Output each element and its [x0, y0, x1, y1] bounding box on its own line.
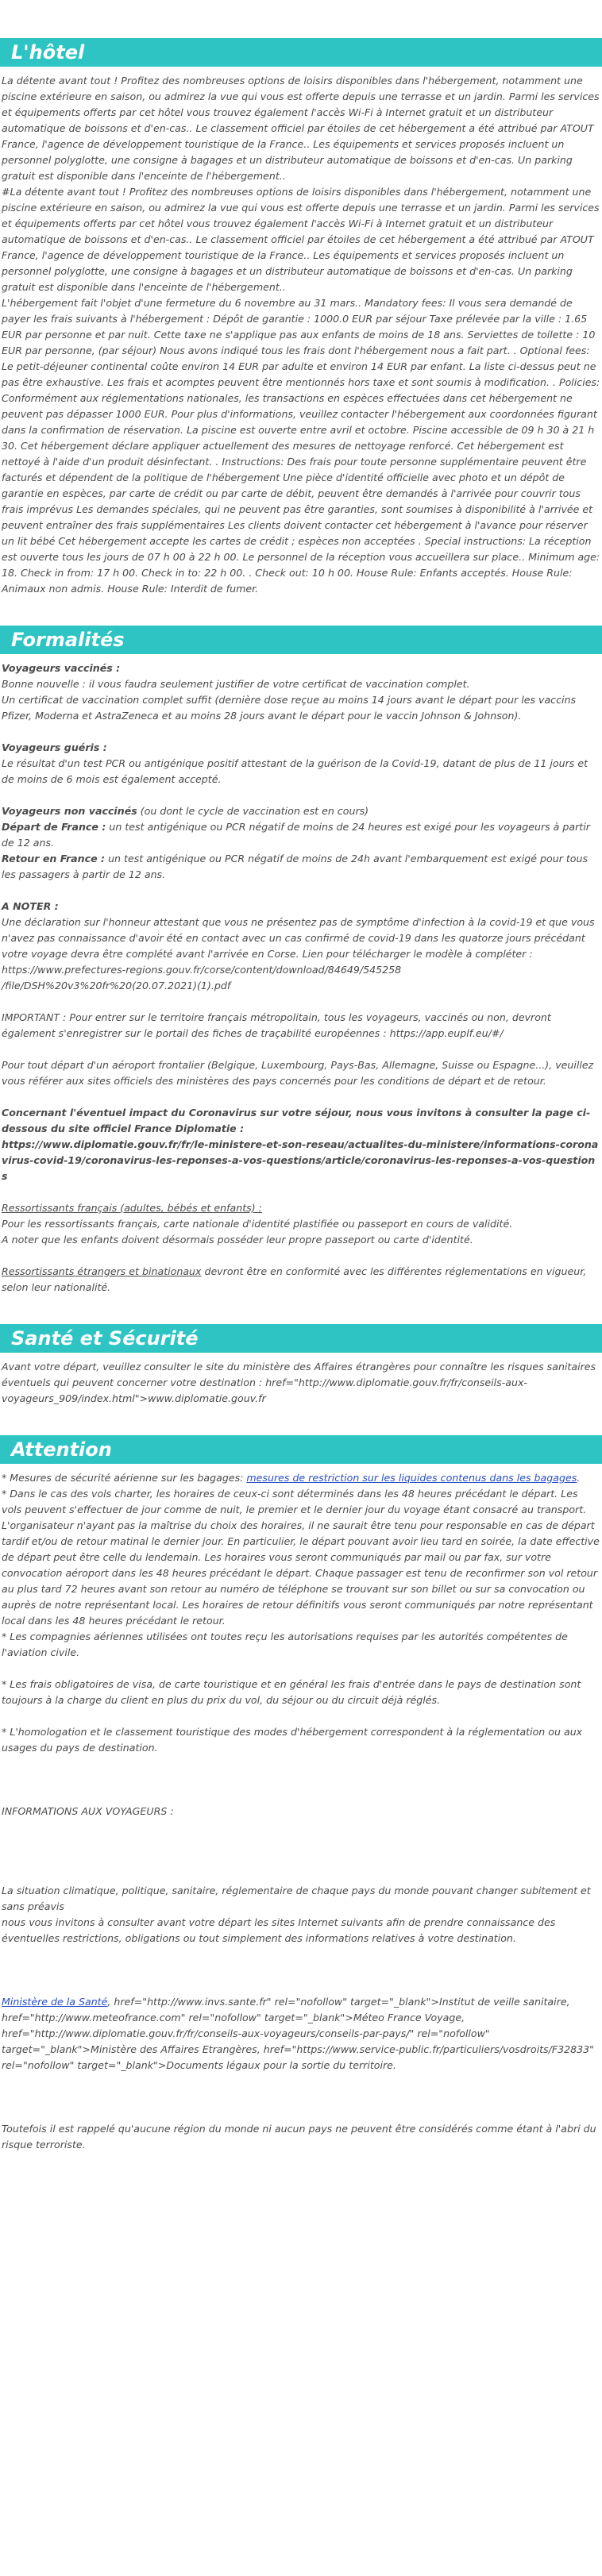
situation-line-2: nous vous invitons à consulter avant votre départ les sites Internet suivants afin de prendre connaissance des éventuelles restrictions, obligations ou tout simplement des informations relatives à votre destination. [2, 1916, 556, 1944]
hotel-description-2: #La détente avant tout ! Profitez des nombreuses options de loisirs disponibles dans l'hébergement, notamment une piscine extérieure en saison, ou admirez la vue qui vous est offerte depuis une terrasse et un jardin. Parmi les services et équipements offerts par cet hôtel vous trouvez également l'accès Wi-Fi à Internet gratuit et un distributeur automatique de boissons et d'en-cas.. Le classement officiel par étoiles de cet hébergement a été attribué par ATOUT France, l'agence de développement touristique de la France.. Les équipements et services proposés incluent un personnel polyglotte, une consigne à bagages et un distributeur automatique de boissons et d'en-cas. Un parking gratuit est disponible dans l'enceinte de l'hébergement.. [2, 186, 600, 293]
border-airport-text: Pour tout départ d'un aéroport frontalier (Belgique, Luxembourg, Pays-Bas, Allemagne, Suisse ou Espagne...), veuillez vous référer aux sites officiels des ministères des pays concernés pour les conditions de départ et de retour. [2, 1059, 594, 1087]
coronavirus-impact-text: Concernant l'éventuel impact du Coronavirus sur votre séjour, nous vous invitons à consulter la page ci-dessous du site officiel France Diplomatie : [2, 1107, 591, 1134]
hotel-description-1: La détente avant tout ! Profitez des nombreuses options de loisirs disponibles dans l'hébergement, notamment une piscine extérieure en saison, ou admirez la vue qui vous est offerte depuis une terrasse et un jardin. Parmi les services et équipements offerts par cet hôtel vous trouvez également l'accès Wi-Fi à Internet gratuit et un distributeur automatique de boissons et d'en-cas.. Le classement officiel par étoiles de cet hébergement a été attribué par ATOUT France, l'agence de développement touristique de la France.. Les équipements et services proposés incluent un personnel polyglotte, une consigne à bagages et un distributeur automatique de boissons et d'en-cas. Un parking gratuit est disponible dans l'enceinte de l'hébergement.. [2, 75, 600, 182]
situation-line-1: La situation climatique, politique, sanitaire, réglementaire de chaque pays du monde pouvant changer subitement et sans préavis [2, 1885, 591, 1912]
sante-text: Avant votre départ, veuillez consulter le site du ministère des Affaires étrangères pour connaître les risques sanitaires éventuels qui peuvent concerner votre destination : href="http://www.diplomatie.gouv.fr/fr/conseils-aux-voyageurs_909/index.html">www.diplomatie.gouv.fr [2, 1361, 596, 1404]
formalites-title: Formalités [0, 626, 602, 654]
return-line [2, 851, 600, 883]
terrorism-notice: Toutefois il est rappelé qu'aucune région du monde ni aucun pays ne peuvent être considérés comme étant à l'abri du risque terroriste. [2, 2123, 596, 2151]
attention-section [0, 1435, 602, 2153]
departure-line [2, 819, 600, 851]
formalites-section [0, 626, 602, 1296]
hotel-section [0, 38, 602, 597]
french-nationals-heading: Ressortissants français (adultes, bébés et enfants) : [2, 1202, 262, 1214]
visa-fees-text: * Les frais obligatoires de visa, de carte touristique et en général les frais d'entrée dans le pays de destination sont toujours à la charge du client en plus du prix du vol, du séjour ou du circuit déjà réglés. [2, 1678, 581, 1706]
foreign-nationals-line [2, 1264, 600, 1296]
foreign-nationals-heading: Ressortissants étrangers et binationaux [2, 1265, 202, 1277]
unvaccinated-heading: Voyageurs non vaccinés [2, 805, 137, 817]
formalites-body [0, 654, 602, 1296]
liquids-restriction-link[interactable]: mesures de restriction sur les liquides contenus dans les bagages [246, 1472, 577, 1484]
baggage-prefix: * Mesures de sécurité aérienne sur les bagages: [2, 1472, 247, 1484]
classification-text: * L'homologation et le classement touristique des modes d'hébergement correspondent à la réglementation ou aux usages du pays de destination. [2, 1726, 583, 1754]
hotel-policies: L'hébergement fait l'objet d'une fermeture du 6 novembre au 31 mars.. Mandatory fees: Il vous sera demandé de payer les frais suivants à l'hébergement : Dépôt de garantie : 1000.0 EUR par séjour Taxe prélevée par la ville : 1.65 EUR par personne et par nuit. Cette taxe ne s'applique pas aux enfants de moins de 18 ans. Serviettes de toilette : 10 EUR par personne, (par séjour) Nous avons indiqué tous les frais dont l'hébergement nous a fait part. . Optional fees: Le petit-déjeuner continental coûte environ 14 EUR par adulte et environ 14 EUR par enfant. La liste ci-dessus peut ne pas être exhaustive. Les frais et acomptes peuvent être mentionnés hors taxe et sont soumis à modification. . Policies: Conformément aux réglementations nationales, les transactions en espèces effectuées dans cet hébergement ne peuvent pas dépasser 1000 EUR. Pour plus d'informations, veuillez contacter l'hébergement aux coordonnées figurant dans la confirmation de réservation. La piscine est ouverte entre avril et octobre. Piscine accessible de 09 h 30 à 21 h 30. Cet hébergement déclare appliquer actuellement des mesures de nettoyage renforcé. Cet hébergement est nettoyé à l'aide d'un produit désinfectant. . Instructions: Des frais pour toute personne supplémentaire peuvent être facturés et dépendent de la politique de l'hébergement Une pièce d'identité officielle avec photo et un dépôt de garantie en espèces, par carte de crédit ou par carte de débit, peuvent être demandés à l'arrivée pour couvrir tous frais imprévus Les demandes spéciales, qui ne peuvent pas être garanties, sont soumises à disponibilité à l'arrivée et peuvent entraîner des frais supplémentaires Les clients doivent contacter cet hébergement à l'avance pour réserver un lit bébé Cet hébergement accepte les cartes de crédit ; espèces non acceptées . Special instructions: La réception est ouverte tous les jours de 07 h 00 à 22 h 00. Le personnel de la réception vous accueillera sur place.. Minimum age: 18. Check in from: 17 h 00. Check in to: 22 h 00. . Check out: 10 h 00. House Rule: Enfants acceptés. House Rule: Animaux non admis. House Rule: Interdit de fumer. [2, 297, 600, 595]
baggage-suffix: . [577, 1472, 581, 1484]
sante-title: Santé et Sécurité [0, 1324, 602, 1353]
note-url-2[interactable]: /file/DSH%20v3%20fr%20(20.07.2021)(1).pdf [2, 980, 231, 992]
note-url-1[interactable]: https://www.prefectures-regions.gouv.fr/corse/content/download/84649/545258 [2, 964, 402, 976]
foreign-nationals-text: devront être en conformité avec les différentes réglementations en vigueur, selon leur nationalité. [2, 1265, 587, 1293]
attention-body [0, 1464, 602, 2153]
useful-links-line [2, 1994, 600, 2074]
vaccinated-line-1: Bonne nouvelle : il vous faudra seulement justifier de votre certificat de vaccination complet. [2, 678, 470, 690]
important-text: IMPORTANT : Pour entrer sur le territoire français métropolitain, tous les voyageurs, vaccinés ou non, devront également s'enregistrer sur le portail des fiches de traçabilité européennes : https://app.euplf.eu/#/ [2, 1011, 551, 1039]
recovered-heading: Voyageurs guéris : [2, 741, 107, 753]
sante-body [0, 1353, 602, 1407]
hotel-body [0, 67, 602, 597]
unvaccinated-note: (ou dont le cycle de vaccination est en cours) [137, 805, 369, 817]
page [0, 38, 602, 2153]
useful-links-text: , href="http://www.invs.sante.fr" rel="nofollow" target="_blank">Institut de veille sanitaire, href="http://www.meteofrance.com" rel="nofollow" target="_blank">Méteo France Voyage, href="http://www.diplomatie.gouv.fr/fr/conseils-aux-voyageurs/conseils-par-pays/" rel="nofollow" target="_blank">Ministère des Affaires Etrangères, href="https://www.service-public.fr/particuliers/vosdroits/F32833" rel="nofollow" target="_blank">Documents légaux pour la sortie du territoire. [2, 1996, 594, 2071]
french-nationals-line-1: Pour les ressortissants français, carte nationale d'identité plastifiée ou passeport en cours de validité. [2, 1218, 513, 1230]
vaccinated-heading: Voyageurs vaccinés : [2, 662, 121, 674]
ministere-sante-link[interactable]: Ministère de la Santé [2, 1996, 108, 2008]
baggage-line [2, 1470, 600, 1486]
departure-text: un test antigénique ou PCR négatif de moins de 24 heures est exigé pour les voyageurs à partir de 12 ans. [2, 821, 590, 849]
note-text: Une déclaration sur l'honneur attestant que vous ne présentez pas de symptôme d'infection à la covid-19 et que vous n'avez pas connaissance d'avoir été en contact avec un cas confirmé de covid-19 dans les quatorze jours précédant votre voyage devra être complété avant l'arrivée en Corse. Lien pour télécharger le modèle à compléter : [2, 916, 595, 960]
note-heading: A NOTER : [2, 900, 59, 912]
unvaccinated-line [2, 803, 600, 819]
sante-section [0, 1324, 602, 1407]
airlines-text: * Les compagnies aériennes utilisées ont toutes reçu les autorisations requises par les autorités compétentes de l'aviation civile. [2, 1631, 568, 1658]
traveler-info-heading: INFORMATIONS AUX VOYAGEURS : [2, 1805, 174, 1817]
return-heading: Retour en France : [2, 853, 106, 864]
hotel-title: L'hôtel [0, 38, 602, 67]
attention-title: Attention [0, 1435, 602, 1464]
charter-schedules-text: * Dans le cas des vols charter, les horaires de ceux-ci sont déterminés dans les 48 heures précédant le départ. Les vols peuvent s'effectuer de jour comme de nuit, le premier et le dernier jour du voyage étant consacré au transport. L'organisateur n'ayant pas la maîtrise du choix des horaires, il ne saurait être tenu pour responsable en cas de départ tardif et/ou de retour matinal le dernier jour. En particulier, le départ pouvant avoir lieu tard en soirée, la date effective de départ peut être celle du lendemain. Les horaires vous seront communiqués par mail ou par fax, sur votre convocation aéroport dans les 48 heures précédant le départ. Chaque passager est tenu de reconfirmer son vol retour au plus tard 72 heures avant son retour au numéro de téléphone se trouvant sur son billet ou sur sa convocation ou auprès de notre représentant local. Les horaires de retour définitifs vous seront communiqués par notre représentant local dans les 48 heures précédant le retour. [2, 1488, 600, 1627]
return-text: un test antigénique ou PCR négatif de moins de 24h avant l'embarquement est exigé pour tous les passagers à partir de 12 ans. [2, 853, 588, 880]
departure-heading: Départ de France : [2, 821, 106, 833]
diplomatie-url[interactable]: https://www.diplomatie.gouv.fr/fr/le-ministere-et-son-reseau/actualites-du-ministere/informations-coronavirus-covid-19/coronavirus-les-reponses-a-vos-questions/article/coronavirus-les-reponses-a-vos-questions [2, 1138, 599, 1182]
recovered-text: Le résultat d'un test PCR ou antigénique positif attestant de la guérison de la Covid-19, datant de plus de 11 jours et de moins de 6 mois est également accepté. [2, 757, 588, 785]
french-nationals-line-2: A noter que les enfants doivent désormais posséder leur propre passeport ou carte d'identité. [2, 1234, 473, 1246]
vaccinated-line-2: Un certificat de vaccination complet suffit (dernière dose reçue au moins 14 jours avant le départ pour les vaccins Pfizer, Moderna et AstraZeneca et au moins 28 jours avant le départ pour le vaccin Johnson & Johnson). [2, 694, 577, 722]
